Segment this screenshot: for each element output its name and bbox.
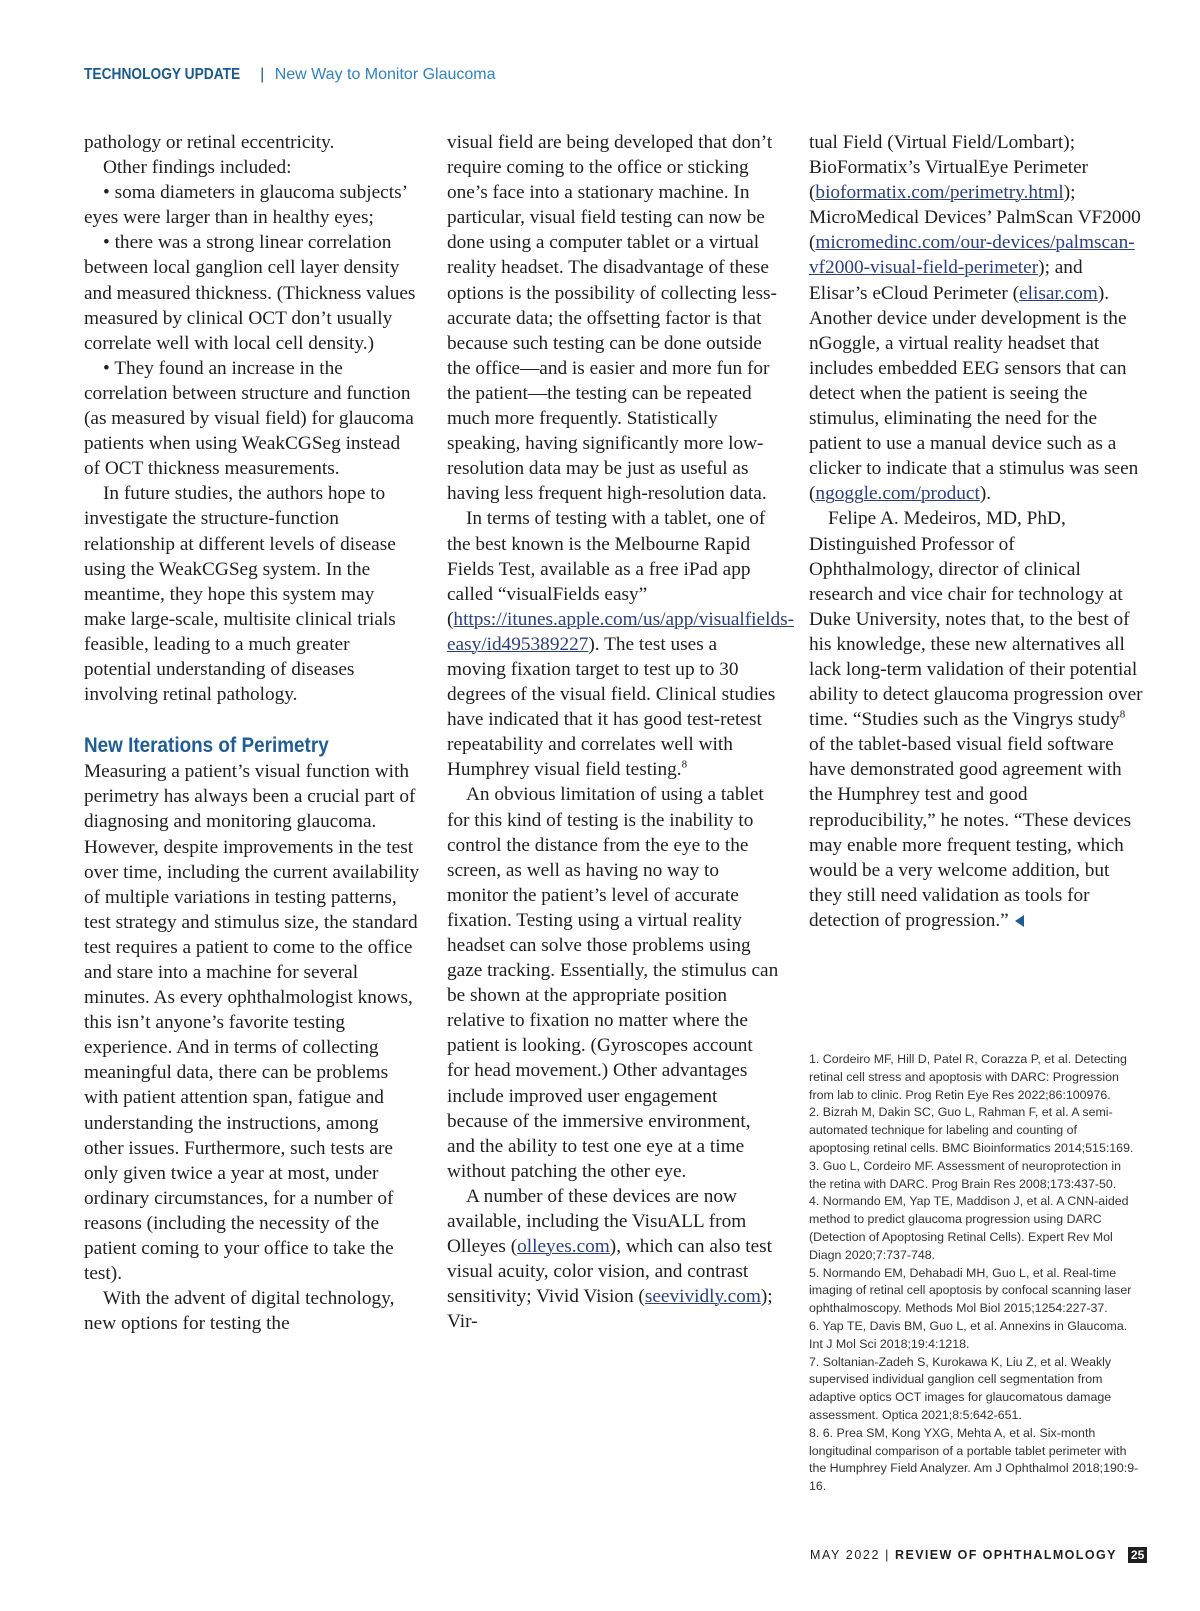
reference-item: 6. Yap TE, Davis BM, Guo L, et al. Annexins in Glaucoma. Int J Mol Sci 2018;19:4:1218. (809, 1318, 1128, 1351)
column-2 (447, 130, 795, 1335)
text-span: In terms of testing with a tablet, one of the best known is the Melbourne Rapid Fields Test, available as a free iPad app called “visualFields easy” ( (447, 508, 766, 630)
olleyes-link[interactable]: olleyes.com (517, 1236, 610, 1258)
references-list (809, 1051, 1139, 1496)
micromedinc-link[interactable]: micromedinc.com/our-devices/palmscan-vf2000-visual-field-perimeter (809, 232, 1135, 279)
reference-item: 1. Cordeiro MF, Hill D, Patel R, Corazza P, et al. Detecting retinal cell stress and apoptosis with DARC: Progression from lab to clinic. Prog Retin Eye Res 2022;86:100976. (809, 1052, 1127, 1102)
footer-separator: | (885, 1548, 890, 1562)
paragraph-limitation: An obvious limitation of using a tablet for this kind of testing is the inability to control the distance from the eye to the screen, as well as having no way to monitor the patient’s level of accurate fixation. Testing using a virtual reality headset can solve those problems using gaze tracking. Essentially, the stimulus can be shown at the appropriate position relative to fixation no matter where the patient is looking. (Gyroscopes account for head movement.) Other advantages include improved user engagement because of the immersive environment, and the ability to test one eye at a time without patching the other eye. (447, 784, 779, 1182)
text-span: ); Vir- (447, 1286, 773, 1333)
header-separator: | (260, 66, 265, 83)
elisar-link[interactable]: elisar.com (1019, 282, 1098, 304)
text-span: ). Another device under development is the nGoggle, a virtual reality headset that includes embedded EEG sensors that can detect when the patient is seeing the stimulus, eliminating the need for the patient to use a manual device such as a clicker to indicate that a stimulus was seen ( (809, 282, 1139, 505)
paragraph-medeiros (809, 506, 1143, 933)
reference-item: 4. Normando EM, Yap TE, Maddison J, et al. A CNN-aided method to predict glaucoma progression using DARC (Detection of Apoptosing Retinal Cells). Expert Rev Mol Diagn 2020;7:737-748. (809, 1194, 1129, 1262)
text-span: ). (979, 483, 992, 505)
bullet-item: • there was a strong linear correlation between local ganglion cell layer density and measured thickness. (Thickness values measured by clinical OCT don’t usually correlate well with local cell density.) (84, 232, 416, 354)
magazine-name: REVIEW OF OPHTHALMOLOGY (895, 1548, 1117, 1562)
end-of-article-icon (1015, 915, 1024, 927)
bullet-item: • soma diameters in glaucoma subjects’ eyes were larger than in healthy eyes; (84, 182, 407, 229)
reference-item: 2. Bizrah M, Dakin SC, Guo L, Rahman F, et al. A semi-automated technique for labeling and counting of apoptosing retinal cells. BMC Bioinformatics 2014;515:169. (809, 1105, 1134, 1155)
citation-superscript: 8 (681, 758, 688, 771)
paragraph-advent: With the advent of digital technology, new options for testing the (84, 1288, 395, 1335)
paragraph-tablet (447, 506, 795, 782)
column-3 (809, 130, 1143, 933)
text-span: ); MicroMedical Devices’ PalmScan VF2000 ( (809, 182, 1141, 254)
seevividly-link[interactable]: seevividly.com (644, 1286, 761, 1308)
running-header (84, 66, 496, 84)
text-span: of the tablet-based visual field software have demonstrated good agreement with the Humphrey test and good reproducibility,” he notes. “These devices may enable more frequent testing, which would be a very welcome addition, but they still need validation as tools for detection of progression.” (809, 734, 1132, 931)
section-heading: New Iterations of Perimetry (84, 734, 329, 758)
reference-item: 8. 6. Prea SM, Kong YXG, Mehta A, et al. Six-month longitudinal comparison of a portable tablet perimeter with the Humphrey Field Analyzer. Am J Ophthalmol 2018;190:9-16. (809, 1425, 1139, 1494)
paragraph-lead: pathology or retinal eccentricity. (84, 132, 335, 153)
paragraph-other-findings: Other findings included: (103, 157, 292, 179)
paragraph-perimetry: Measuring a patient’s visual function with perimetry has always been a crucial part of diagnosing and monitoring glaucoma. However, despite improvements in the test over time, including the current availability of multiple variations in testing patterns, test strategy and stimulus size, the standard test requires a patient to come to the office and stare into a machine for several minutes. As every ophthalmologist knows, this isn’t anyone’s favorite testing experience. And in terms of collecting meaningful data, there can be problems with patient attention span, fatigue and understanding the instructions, among other issues. Furthermore, such tests are only given twice a year at most, under ordinary circumstances, for a number of reasons (including the necessity of the patient coming to your office to take the test). (84, 761, 420, 1285)
citation-superscript: 8 (1119, 708, 1126, 721)
text-span: ); and Elisar’s eCloud Perimeter ( (809, 257, 1083, 304)
paragraph-future-studies: In future studies, the authors hope to investigate the structure-function relationship at different levels of disease using the WeakCGSeg system. In the meantime, they hope this system may make large-scale, multisite clinical trials feasible, leading to a much greater potential understanding of diseases involving retinal pathology. (84, 483, 396, 706)
page-footer (810, 1547, 1145, 1563)
section-kicker: TECHNOLOGY UPDATE (84, 66, 241, 83)
paragraph-devices (447, 1184, 779, 1335)
paragraph-devices-continued (809, 130, 1143, 506)
issue-date: MAY 2022 (810, 1548, 881, 1562)
column-1 (84, 130, 420, 1336)
text-span: tual Field (Virtual Field/Lombart); BioFormatix’s VirtualEye Perimeter ( (809, 132, 1089, 204)
text-span: A number of these devices are now available, including the VisuALL from Olleyes ( (447, 1185, 747, 1258)
itunes-link[interactable]: https://itunes.apple.com/us/app/visualfields-easy/id495389227 (447, 608, 795, 655)
bullet-item: • They found an increase in the correlation between structure and function (as measured by visual field) for glaucoma patients when using WeakCGSeg instead of OCT thickness measurements. (84, 357, 414, 480)
reference-item: 7. Soltanian-Zadeh S, Kurokawa K, Liu Z, et al. Weakly supervised individual ganglion cell segmentation from adaptive optics OCT images for glaucomatous damage assessment. Optica 2021;8:5:642-651. (809, 1354, 1112, 1422)
reference-item: 3. Guo L, Cordeiro MF. Assessment of neuroprotection in the retina with DARC. Prog Brain Res 2008;173:437-50. (809, 1158, 1121, 1191)
page-number: 25 (1128, 1547, 1147, 1563)
article-title: New Way to Monitor Glaucoma (274, 66, 496, 83)
bioformatix-link[interactable]: bioformatix.com/perimetry.html (815, 182, 1064, 204)
ngoggle-link[interactable]: ngoggle.com/product (815, 483, 980, 505)
reference-item: 5. Normando EM, Dehabadi MH, Guo L, et al. Real-time imaging of retinal cell apoptosis by confocal scanning laser ophthalmoscopy. Methods Mol Biol 2015;1254:227-37. (809, 1265, 1132, 1316)
text-span: ). The test uses a moving fixation target to test up to 30 degrees of the visual field. Clinical studies have indicated that it has good test-retest repeatability and correlates well with Humphrey visual field testing. (447, 633, 776, 781)
text-span: Felipe A. Medeiros, MD, PhD, Distinguished Professor of Ophthalmology, director of clinical research and vice chair for technology at Duke University, notes that, to the best of his knowledge, these new alternatives all lack long-term validation of their potential ability to detect glaucoma progression over time. “Studies such as the Vingrys study (809, 508, 1143, 731)
paragraph-visual-field: visual field are being developed that don’t require coming to the office or sticking one’s face into a stationary machine. In particular, visual field testing can now be done using a computer tablet or a virtual reality headset. The disadvantage of these options is the possibility of collecting less-accurate data; the offsetting factor is that because such testing can be done outside the office—and is easier and more fun for the patient—the testing can be repeated much more frequently. Statistically speaking, having significantly more low-resolution data may be just as useful as having less frequent high-resolution data. (447, 132, 777, 505)
text-span: ), which can also test visual acuity, color vision, and contrast sensitivity; Vivid Vision ( (447, 1236, 773, 1308)
